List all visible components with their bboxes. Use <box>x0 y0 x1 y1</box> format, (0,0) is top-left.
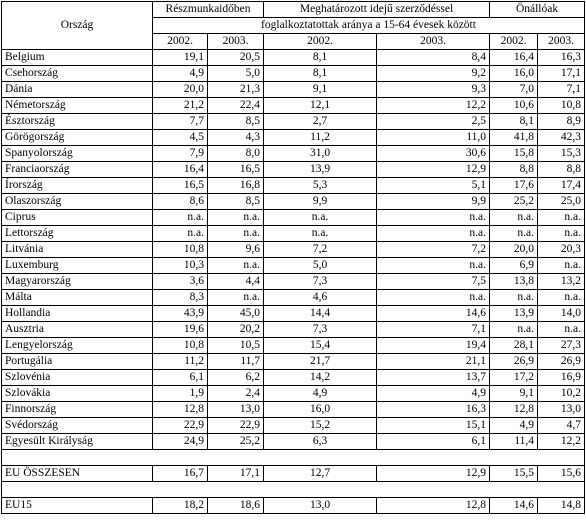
value-cell: 4,4 <box>208 274 264 290</box>
value-cell: 11,4 <box>490 434 538 450</box>
value-cell: 12,2 <box>377 98 490 114</box>
value-cell: 7,0 <box>490 82 538 98</box>
value-cell: 17,4 <box>538 178 585 194</box>
country-cell: Írország <box>2 178 153 194</box>
value-cell: n.a. <box>208 210 264 226</box>
value-cell: 9,9 <box>377 194 490 210</box>
table-row <box>2 386 585 402</box>
table-body <box>2 50 585 450</box>
value-cell: 16,5 <box>208 162 264 178</box>
total-cell: 12,7 <box>264 466 377 482</box>
table-row <box>2 146 585 162</box>
value-cell: 10,3 <box>153 258 208 274</box>
value-cell: 8,1 <box>490 114 538 130</box>
value-cell: 4,9 <box>153 66 208 82</box>
value-cell: n.a. <box>538 258 585 274</box>
value-cell: 10,6 <box>490 98 538 114</box>
table-row <box>2 226 585 242</box>
eu15-cell: 18,2 <box>153 498 208 514</box>
value-cell: 7,9 <box>153 146 208 162</box>
value-cell: n.a. <box>538 226 585 242</box>
value-cell: 6,2 <box>208 370 264 386</box>
value-cell: 43,9 <box>153 306 208 322</box>
table-row <box>2 98 585 114</box>
value-cell: 5,0 <box>264 258 377 274</box>
table-row <box>2 338 585 354</box>
value-cell: 8,0 <box>208 146 264 162</box>
value-cell: 13,8 <box>490 274 538 290</box>
table-row <box>2 50 585 66</box>
eu15-cell: 14,6 <box>490 498 538 514</box>
value-cell: 30,6 <box>377 146 490 162</box>
value-cell: 4,9 <box>490 418 538 434</box>
country-cell: Lengyelország <box>2 338 153 354</box>
value-cell: 25,2 <box>208 434 264 450</box>
value-cell: 16,3 <box>538 50 585 66</box>
total-cell: 12,9 <box>377 466 490 482</box>
value-cell: 42,3 <box>538 130 585 146</box>
value-cell: 4,5 <box>153 130 208 146</box>
value-cell: 26,9 <box>490 354 538 370</box>
value-cell: n.a. <box>490 290 538 306</box>
country-cell: Franciaország <box>2 162 153 178</box>
value-cell: 10,5 <box>208 338 264 354</box>
value-cell: 13,2 <box>538 274 585 290</box>
value-cell: 9,2 <box>377 66 490 82</box>
part-time-header: Részmunkaidőben <box>153 2 264 18</box>
table-row <box>2 322 585 338</box>
value-cell: 22,4 <box>208 98 264 114</box>
value-cell: 22,9 <box>153 418 208 434</box>
value-cell: 17,2 <box>490 370 538 386</box>
value-cell: 14,0 <box>538 306 585 322</box>
value-cell: 15,3 <box>538 146 585 162</box>
value-cell: n.a. <box>377 258 490 274</box>
value-cell: n.a. <box>490 226 538 242</box>
spacer-row <box>2 482 585 498</box>
table-row <box>2 354 585 370</box>
value-cell: 28,1 <box>490 338 538 354</box>
value-cell: n.a. <box>208 258 264 274</box>
value-cell: 14,2 <box>264 370 377 386</box>
value-cell: n.a. <box>538 322 585 338</box>
country-cell: Lettország <box>2 226 153 242</box>
total-label: EU ÖSSZESEN <box>2 466 153 482</box>
table-row <box>2 290 585 306</box>
value-cell: 17,6 <box>490 178 538 194</box>
value-cell: 22,9 <box>208 418 264 434</box>
value-cell: 21,2 <box>153 98 208 114</box>
table-row <box>2 210 585 226</box>
value-cell: 12,8 <box>490 402 538 418</box>
value-cell: 27,3 <box>538 338 585 354</box>
value-cell: 16,0 <box>490 66 538 82</box>
value-cell: 7,1 <box>538 82 585 98</box>
value-cell: 15,1 <box>377 418 490 434</box>
value-cell: 16,4 <box>153 162 208 178</box>
country-cell: Hollandia <box>2 306 153 322</box>
value-cell: 19,1 <box>153 50 208 66</box>
value-cell: 4,9 <box>264 386 377 402</box>
value-cell: n.a. <box>153 210 208 226</box>
table-row <box>2 434 585 450</box>
value-cell: n.a. <box>377 210 490 226</box>
eu15-cell: 14,8 <box>538 498 585 514</box>
value-cell: 16,5 <box>153 178 208 194</box>
value-cell: 21,1 <box>377 354 490 370</box>
country-cell: Litvánia <box>2 242 153 258</box>
value-cell: 8,8 <box>490 162 538 178</box>
eu15-cell: 18,6 <box>208 498 264 514</box>
value-cell: 13,9 <box>490 306 538 322</box>
value-cell: 6,9 <box>490 258 538 274</box>
value-cell: 45,0 <box>208 306 264 322</box>
value-cell: 20,2 <box>208 322 264 338</box>
value-cell: n.a. <box>153 226 208 242</box>
value-cell: 15,2 <box>264 418 377 434</box>
value-cell: 14,4 <box>264 306 377 322</box>
value-cell: 8,1 <box>264 50 377 66</box>
value-cell: 25,0 <box>538 194 585 210</box>
value-cell: 2,7 <box>264 114 377 130</box>
country-cell: Görögország <box>2 130 153 146</box>
value-cell: 2,5 <box>377 114 490 130</box>
value-cell: 26,9 <box>538 354 585 370</box>
value-cell: 11,0 <box>377 130 490 146</box>
value-cell: 9,1 <box>264 82 377 98</box>
value-cell: 9,6 <box>208 242 264 258</box>
value-cell: n.a. <box>377 290 490 306</box>
country-cell: Csehország <box>2 66 153 82</box>
value-cell: 15,8 <box>490 146 538 162</box>
value-cell: 21,3 <box>208 82 264 98</box>
value-cell: 12,2 <box>538 434 585 450</box>
value-cell: 4,3 <box>208 130 264 146</box>
fixed-term-header: Meghatározott idejű szerződéssel <box>264 2 490 18</box>
country-cell: Szlovénia <box>2 370 153 386</box>
value-cell: 20,3 <box>538 242 585 258</box>
eu15-cell: 12,8 <box>377 498 490 514</box>
eu15-label: EU15 <box>2 498 153 514</box>
value-cell: 12,9 <box>377 162 490 178</box>
value-cell: 24,9 <box>153 434 208 450</box>
country-cell: Málta <box>2 290 153 306</box>
value-cell: 16,8 <box>208 178 264 194</box>
table-row <box>2 162 585 178</box>
country-column-header: Ország <box>2 2 153 50</box>
value-cell: 10,8 <box>153 242 208 258</box>
eu15-row <box>2 498 585 514</box>
value-cell: 4,7 <box>538 418 585 434</box>
value-cell: 16,3 <box>377 402 490 418</box>
value-cell: 13,7 <box>377 370 490 386</box>
country-cell: Magyarország <box>2 274 153 290</box>
value-cell: 8,6 <box>153 194 208 210</box>
country-cell: Luxemburg <box>2 258 153 274</box>
value-cell: 19,6 <box>153 322 208 338</box>
value-cell: n.a. <box>208 226 264 242</box>
value-cell: 9,9 <box>264 194 377 210</box>
value-cell: 1,9 <box>153 386 208 402</box>
table-row <box>2 82 585 98</box>
value-cell: 7,5 <box>377 274 490 290</box>
table-row <box>2 306 585 322</box>
value-cell: 6,1 <box>377 434 490 450</box>
value-cell: n.a. <box>490 210 538 226</box>
country-cell: Ausztria <box>2 322 153 338</box>
value-cell: 9,3 <box>377 82 490 98</box>
value-cell: 6,3 <box>264 434 377 450</box>
value-cell: n.a. <box>538 210 585 226</box>
table-row <box>2 370 585 386</box>
table-row <box>2 194 585 210</box>
value-cell: 8,8 <box>538 162 585 178</box>
year-header: 2002. <box>264 34 377 50</box>
value-cell: 5,3 <box>264 178 377 194</box>
country-cell: Portugália <box>2 354 153 370</box>
value-cell: 21,7 <box>264 354 377 370</box>
value-cell: 10,8 <box>538 98 585 114</box>
value-cell: 8,9 <box>538 114 585 130</box>
value-cell: 3,6 <box>153 274 208 290</box>
table-row <box>2 130 585 146</box>
total-cell: 17,1 <box>208 466 264 482</box>
country-cell: Ciprus <box>2 210 153 226</box>
country-cell: Olaszország <box>2 194 153 210</box>
value-cell: 5,0 <box>208 66 264 82</box>
value-cell: 20,0 <box>153 82 208 98</box>
value-cell: 16,4 <box>490 50 538 66</box>
value-cell: 7,7 <box>153 114 208 130</box>
value-cell: 13,9 <box>264 162 377 178</box>
value-cell: 9,1 <box>490 386 538 402</box>
value-cell: 8,3 <box>153 290 208 306</box>
value-cell: 13,0 <box>538 402 585 418</box>
value-cell: 10,2 <box>538 386 585 402</box>
value-cell: n.a. <box>264 226 377 242</box>
value-cell: 4,6 <box>264 290 377 306</box>
eu15-cell: 13,0 <box>264 498 377 514</box>
table-row <box>2 66 585 82</box>
value-cell: 10,8 <box>153 338 208 354</box>
value-cell: 7,3 <box>264 322 377 338</box>
subtitle-header: foglalkoztatottak aránya a 15-64 évesek között <box>153 18 585 34</box>
country-cell: Finnország <box>2 402 153 418</box>
year-header: 2003. <box>377 34 490 50</box>
table-row <box>2 402 585 418</box>
value-cell: 41,8 <box>490 130 538 146</box>
value-cell: n.a. <box>264 210 377 226</box>
value-cell: 20,0 <box>490 242 538 258</box>
year-header: 2002. <box>153 34 208 50</box>
total-cell: 16,7 <box>153 466 208 482</box>
value-cell: 19,4 <box>377 338 490 354</box>
year-header: 2003. <box>208 34 264 50</box>
year-header: 2002. <box>490 34 538 50</box>
total-cell: 15,6 <box>538 466 585 482</box>
value-cell: 16,0 <box>264 402 377 418</box>
value-cell: 8,1 <box>264 66 377 82</box>
value-cell: 11,2 <box>264 130 377 146</box>
value-cell: 4,9 <box>377 386 490 402</box>
value-cell: 8,4 <box>377 50 490 66</box>
country-cell: Belgium <box>2 50 153 66</box>
country-cell: Egyesült Királyság <box>2 434 153 450</box>
country-cell: Németország <box>2 98 153 114</box>
country-cell: Svédország <box>2 418 153 434</box>
value-cell: 31,0 <box>264 146 377 162</box>
table-row <box>2 418 585 434</box>
self-employed-header: Önállóak <box>490 2 585 18</box>
total-cell: 15,5 <box>490 466 538 482</box>
value-cell: 5,1 <box>377 178 490 194</box>
value-cell: n.a. <box>377 226 490 242</box>
value-cell: 15,4 <box>264 338 377 354</box>
table-row <box>2 258 585 274</box>
country-cell: Szlovákia <box>2 386 153 402</box>
table-row <box>2 274 585 290</box>
value-cell: n.a. <box>538 290 585 306</box>
value-cell: 16,9 <box>538 370 585 386</box>
value-cell: 12,8 <box>153 402 208 418</box>
table-row <box>2 242 585 258</box>
value-cell: 7,1 <box>377 322 490 338</box>
value-cell: 2,4 <box>208 386 264 402</box>
country-cell: Észtország <box>2 114 153 130</box>
spacer-row <box>2 450 585 466</box>
table-row <box>2 178 585 194</box>
value-cell: 8,5 <box>208 194 264 210</box>
value-cell: n.a. <box>208 290 264 306</box>
value-cell: 7,2 <box>264 242 377 258</box>
value-cell: 13,0 <box>208 402 264 418</box>
value-cell: 11,7 <box>208 354 264 370</box>
value-cell: 17,1 <box>538 66 585 82</box>
value-cell: 12,1 <box>264 98 377 114</box>
employment-table <box>1 1 585 514</box>
total-row <box>2 466 585 482</box>
value-cell: 7,2 <box>377 242 490 258</box>
value-cell: 11,2 <box>153 354 208 370</box>
year-header: 2003. <box>538 34 585 50</box>
country-cell: Dánia <box>2 82 153 98</box>
value-cell: 25,2 <box>490 194 538 210</box>
value-cell: 7,3 <box>264 274 377 290</box>
value-cell: n.a. <box>490 322 538 338</box>
value-cell: 14,6 <box>377 306 490 322</box>
value-cell: 20,5 <box>208 50 264 66</box>
value-cell: 6,1 <box>153 370 208 386</box>
country-cell: Spanyolország <box>2 146 153 162</box>
value-cell: 8,5 <box>208 114 264 130</box>
table-row <box>2 114 585 130</box>
